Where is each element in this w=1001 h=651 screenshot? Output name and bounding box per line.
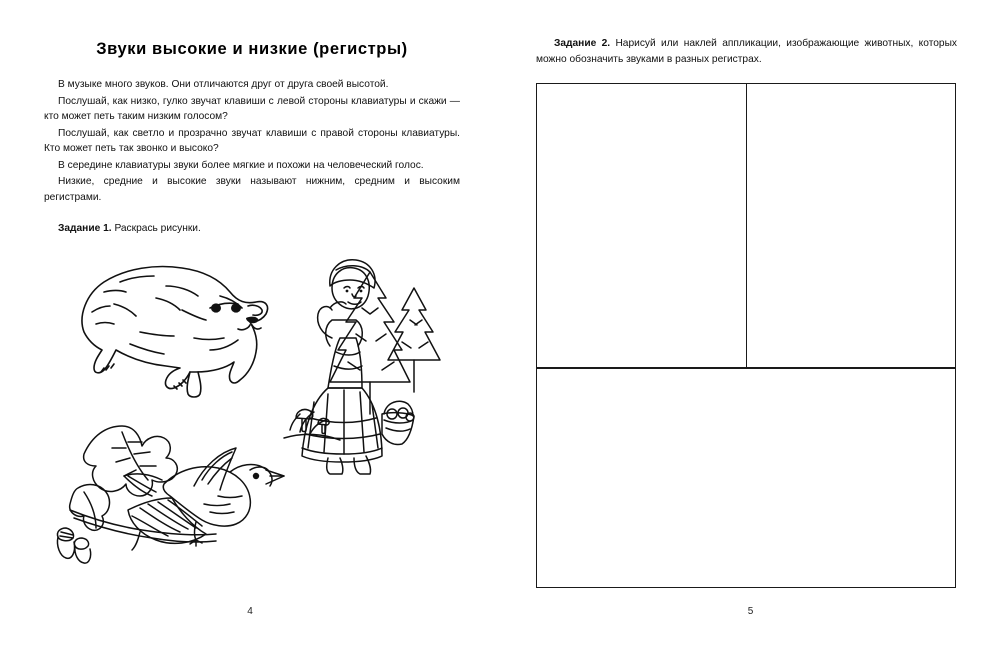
task-2-label: Задание 2. — [554, 38, 611, 49]
page-title: Звуки высокие и низкие (регистры) — [96, 40, 408, 58]
page-number-left: 4 — [247, 606, 253, 617]
task-1 — [44, 223, 460, 234]
drawing-box-bottom[interactable] — [536, 368, 956, 588]
paragraph-2: Послушай, как низко, гулко звучат клавиши с левой стороны клавиатуры и скажи — кто может петь таким низким голосом? — [44, 95, 460, 122]
box-vertical-divider — [746, 83, 747, 368]
page-number-right: 5 — [747, 606, 754, 617]
drawing-box-top-left[interactable] — [536, 83, 746, 368]
box-horizontal-divider — [536, 368, 956, 369]
right-page — [500, 0, 1001, 651]
drawing-boxes — [536, 83, 956, 588]
task-1-label: Задание 1. — [58, 223, 112, 234]
lesson-text — [44, 77, 460, 205]
paragraph-4: В середине клавиатуры звуки более мягкие и похожи на человеческий голос. — [58, 159, 424, 171]
task-2 — [536, 36, 957, 67]
bird-on-oak-branch-drawing — [44, 392, 304, 582]
paragraph-5: Низкие, средние и высокие звуки называют нижним, средним и высоким регистрами. — [44, 176, 460, 203]
paragraph-3: Послушай, как светло и прозрачно звучат клавиши с правой стороны клавиатуры. Кто может петь так звонко и высоко? — [44, 127, 460, 154]
task-1-text: Раскрась рисунки. — [114, 223, 201, 234]
paragraph-1: В музыке много звуков. Они отличаются друг от друга своей высотой. — [58, 79, 389, 90]
illustration-group — [44, 242, 464, 582]
drawing-box-top-right[interactable] — [746, 83, 956, 368]
task-2-text: Нарисуй или наклей аппликации, изображающие животных, которых можно обозначить звуками в разных регистрах. — [536, 38, 957, 65]
left-page — [0, 0, 500, 651]
